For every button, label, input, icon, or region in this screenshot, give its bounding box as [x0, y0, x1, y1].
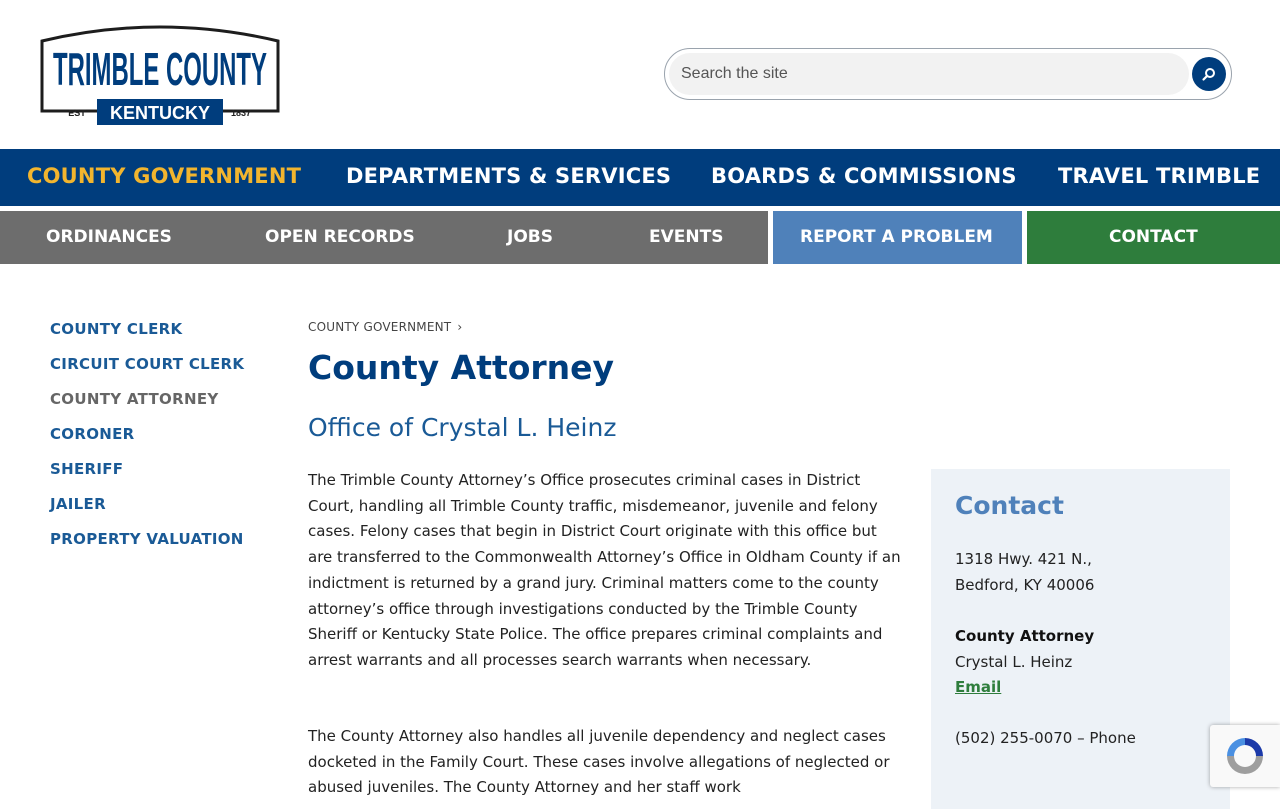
page-title: County Attorney — [308, 348, 615, 387]
contact-title: Contact — [955, 491, 1064, 520]
breadcrumb-county-government[interactable]: COUNTY GOVERNMENT — [308, 320, 452, 334]
sidebar-item-sheriff[interactable]: SHERIFF — [50, 460, 124, 478]
nav-boards-commissions[interactable]: BOARDS & COMMISSIONS — [711, 164, 1017, 188]
contact-address-line2: Bedford, KY 40006 — [955, 576, 1095, 594]
page-subtitle: Office of Crystal L. Heinz — [308, 413, 617, 442]
search-input[interactable] — [669, 53, 1189, 95]
svg-text:KENTUCKY: KENTUCKY — [109, 103, 211, 123]
sidebar-item-jailer[interactable]: JAILER — [50, 495, 106, 513]
search-icon — [1202, 67, 1216, 81]
body-paragraph-1: The Trimble County Attorney’s Office prosecutes criminal cases in District Court, handling all Trimble County traffic, misdemeanor, juvenile and felony cases. Felony cases that begin in District Court originate with this office but are transferred to the Commonwealth Attorney’s Office in Oldham County if an indictment is returned by a grand jury. Criminal matters come to the county attorney’s office through investigations conducted by the Trimble County Sheriff or Kentucky State Police. The office prepares criminal complaints and arrest warrants and all processes search warrants when necessary. — [308, 471, 901, 669]
nav-report-a-problem[interactable]: REPORT A PROBLEM — [800, 227, 993, 247]
svg-text:TRIMBLE COUNTY: TRIMBLE COUNTY — [53, 43, 267, 95]
recaptcha-icon — [1223, 734, 1267, 778]
sidebar-item-county-attorney[interactable]: COUNTY ATTORNEY — [50, 390, 219, 408]
nav-open-records[interactable]: OPEN RECORDS — [265, 227, 415, 247]
sidebar-item-coroner[interactable]: CORONER — [50, 425, 135, 443]
nav-jobs[interactable]: JOBS — [507, 227, 553, 247]
recaptcha-badge[interactable] — [1210, 725, 1280, 787]
contact-email-link[interactable]: Email — [955, 678, 1002, 696]
secondary-nav — [0, 211, 1280, 264]
contact-name: Crystal L. Heinz — [955, 653, 1073, 671]
search-bar — [664, 48, 1232, 100]
chevron-right-icon: › — [457, 320, 463, 334]
contact-phone: (502) 255-0070 – Phone — [955, 729, 1136, 747]
nav-contact[interactable]: CONTACT — [1109, 227, 1198, 247]
nav-ordinances[interactable]: ORDINANCES — [46, 227, 172, 247]
nav-departments-services[interactable]: DEPARTMENTS & SERVICES — [346, 164, 672, 188]
sidebar-item-circuit-court-clerk[interactable]: CIRCUIT COURT CLERK — [50, 355, 245, 373]
contact-address-line1: 1318 Hwy. 421 N., — [955, 550, 1092, 568]
breadcrumb — [308, 320, 462, 334]
sidebar-item-county-clerk[interactable]: COUNTY CLERK — [50, 320, 183, 338]
trimble-county-logo[interactable] — [39, 19, 281, 127]
nav-county-government[interactable]: COUNTY GOVERNMENT — [27, 164, 302, 188]
contact-role: County Attorney — [955, 627, 1095, 645]
svg-text:EST: EST — [68, 108, 86, 118]
nav-events[interactable]: EVENTS — [649, 227, 724, 247]
site-header — [0, 0, 1280, 149]
primary-nav — [0, 149, 1280, 206]
body-paragraph-2: The County Attorney also handles all juvenile dependency and neglect cases docketed in the Family Court. These cases involve allegations of neglected or abused juveniles. The County Attorney and her staff work — [308, 727, 890, 797]
nav-travel-trimble[interactable]: TRAVEL TRIMBLE — [1058, 164, 1261, 188]
search-button[interactable] — [1192, 57, 1226, 91]
contact-box — [931, 469, 1230, 809]
sidebar-item-property-valuation[interactable]: PROPERTY VALUATION — [50, 530, 244, 548]
svg-text:1837: 1837 — [230, 108, 252, 118]
